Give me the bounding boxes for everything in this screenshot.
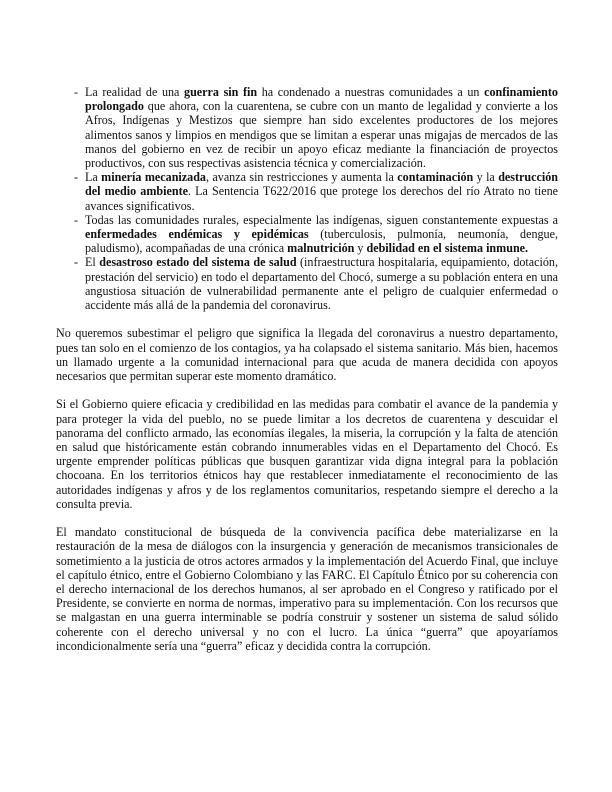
bullet-item: [56, 85, 558, 170]
bold-phrase: malnutrición: [287, 241, 355, 256]
bullet-text: . La Sentencia T622/2016 que protege los derechos del río Atrato no tiene avances significativos.: [85, 184, 558, 213]
bullet-text: Todas las comunidades rurales, especialmente las indígenas, siguen constantemente expuestas a: [85, 212, 558, 227]
bullet-text: El: [85, 255, 100, 270]
paragraph-government-measures: Si el Gobierno quiere eficacia y credibilidad en las medidas para combatir el avance de la pandemia y para proteger la vida del pueblo, no se puede limitar a los decretos de cuarentena y descuidar el panorama del conflicto armado, las economías ilegales, la miseria, la corrupción y la falta de atención en salud que históricamente están cobrando innumerables vidas en el Departamento del Chocó. Es urgente emprender políticas públicas que busquen garantizar vida digna integral para la población chocoana. En los territorios étnicos hay que restablecer inmediatamente el reconocimiento de las autoridades indígenas y afros y de los reglamentos comunitarios, respetando siempre el derecho a la consulta previa.: [56, 397, 558, 511]
document-body: [56, 85, 558, 653]
paragraph-constitutional-mandate: El mandato constitucional de búsqueda de la convivencia pacífica debe materializarse en la restauración de la mesa de diálogos con la insurgencia y generación de mecanismos transicionales de sometimiento a la justicia de otros actores armados y la implementación del Acuerdo Final, que incluye el capítulo étnico, entre el Gobierno Colombiano y las FARC. El Capítulo Étnico por su coherencia con el derecho internacional de los derechos humanos, al ser aprobado en el Congreso y ratificado por el Presidente, se convierte en norma de normas, imperativo para su implementación. Con los recursos que se malgastan en una guerra interminable se podría construir y sostener un sistema de salud sólido coherente con el derecho universal y no con el lucro. La única “guerra” que apoyaríamos incondicionalmente sería una “guerra” eficaz y decidida contra la corrupción.: [56, 525, 558, 653]
bullet-text: (tuberculosis, pulmonía, neumonía, dengue, paludismo), acompañadas de una crónica: [85, 227, 558, 256]
bold-phrase: confinamiento prolongado: [85, 85, 558, 114]
bullet-marker: -: [74, 255, 79, 270]
paragraph-coronavirus-appeal: No queremos subestimar el peligro que significa la llegada del coronavirus a nuestro departamento, pues tan solo en el comienzo de los contagios, ya ha colapsado el sistema sanitario. Más bien, hacemos un llamado urgente a la comunidad internacional para que acuda de manera decidida con apoyos necesarios que permitan superar este momento dramático.: [56, 326, 558, 384]
bullet-text: que ahora, con la cuarentena, se cubre con un manto de legalidad y convierte a los Afros, Indígenas y Mestizos que siempre han sido excelentes productores de los mejores alimentos sanos y limpios en mendigos que se limitan a esperar unas migajas de mercados de las manos del gobierno en vez de recibir un apoyo eficaz mediante la financiación de proyectos productivos, con sus respectivas asistencia técnica y comercialización.: [85, 99, 558, 171]
bullet-marker: -: [74, 170, 79, 185]
bullet-item: [56, 170, 558, 213]
bold-phrase: desastroso estado del sistema de salud: [99, 255, 297, 270]
bullet-text: , avanza sin restricciones y aumenta la: [205, 170, 398, 185]
bold-phrase: guerra sin fin: [184, 85, 258, 99]
bullet-list: [56, 85, 558, 312]
bold-phrase: enfermedades endémicas y epidémicas: [85, 227, 309, 242]
bullet-text: La realidad de una: [85, 85, 185, 99]
bullet-item: [56, 213, 558, 256]
bullet-text: La: [85, 170, 102, 185]
bold-phrase: contaminación: [397, 170, 474, 185]
bold-phrase: minería mecanizada: [101, 170, 206, 185]
bullet-marker: -: [74, 85, 79, 99]
bullet-item: [56, 255, 558, 312]
bullet-text: ha condenado a nuestras comunidades a un: [257, 85, 485, 99]
bullet-marker: -: [74, 212, 79, 227]
bullet-text: y la: [473, 170, 499, 185]
bold-phrase: debilidad en el sistema inmune.: [366, 241, 529, 256]
bullet-text: y: [354, 241, 367, 256]
bold-phrase: destrucción del medio ambiente: [85, 170, 558, 199]
bullet-text: (infraestructura hospitalaria, equipamiento, dotación, prestación del servicio) en todo el departamento del Chocó, sumerge a su población entera en una angustiosa situación de vulnerabilidad permanente ante el peligro de cualquier enfermedad o accidente más allá de la pandemia del coronavirus.: [85, 255, 558, 313]
